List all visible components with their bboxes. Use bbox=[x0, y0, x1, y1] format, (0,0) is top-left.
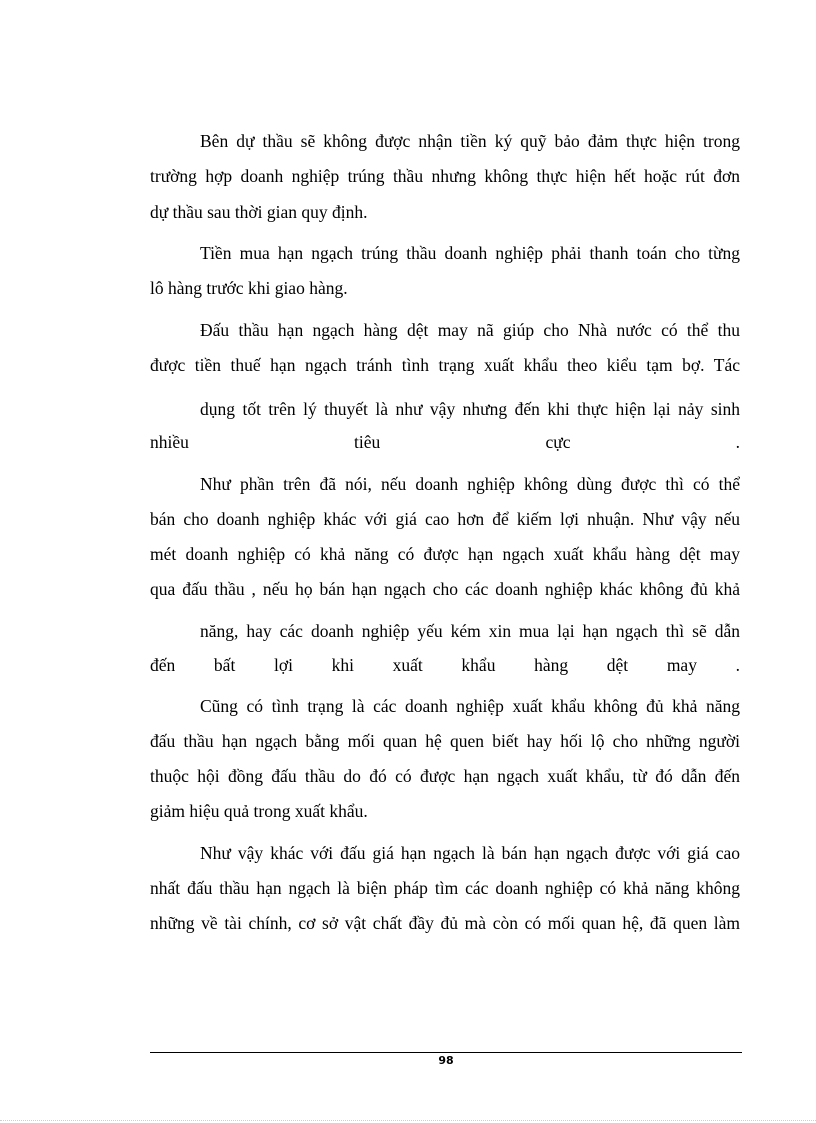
text-line: bán cho doanh nghiệp khác với giá cao hơn để kiếm lợi nhuận. Như vậy nếu bbox=[150, 509, 740, 529]
text-line: lô hàng trước khi giao hàng. bbox=[150, 278, 348, 298]
text-line: Như vậy khác với đấu giá hạn ngạch là bán hạn ngạch được với giá cao bbox=[200, 843, 740, 863]
text-line: Đấu thầu hạn ngạch hàng dệt may nã giúp cho Nhà nước có thể thu bbox=[200, 320, 740, 340]
page-bottom-border bbox=[0, 1120, 816, 1121]
text-line: giảm hiệu quả trong xuất khẩu. bbox=[150, 801, 368, 821]
text-line: năng, hay các doanh nghiệp yếu kém xin mua lại hạn ngạch thì sẽ dẫn bbox=[200, 621, 740, 641]
text-line: những về tài chính, cơ sở vật chất đầy đủ mà còn có mối quan hệ, đã quen làm bbox=[150, 913, 740, 933]
text-line: qua đấu thầu , nếu họ bán hạn ngạch cho các doanh nghiệp khác không đủ khả bbox=[150, 579, 740, 599]
text-line: Cũng có tình trạng là các doanh nghiệp xuất khẩu không đủ khả năng bbox=[200, 696, 740, 716]
text-line: trường hợp doanh nghiệp trúng thầu nhưng không thực hiện hết hoặc rút đơn bbox=[150, 166, 740, 186]
text-line: nhiều tiêu cực . bbox=[150, 432, 740, 452]
text-line: Bên dự thầu sẽ không được nhận tiền ký quỹ bảo đảm thực hiện trong bbox=[200, 131, 740, 151]
text-line: được tiền thuế hạn ngạch tránh tình trạng xuất khẩu theo kiểu tạm bợ. Tác bbox=[150, 355, 740, 375]
text-line: đấu thầu hạn ngạch bằng mối quan hệ quen biết hay hối lộ cho những người bbox=[150, 731, 740, 751]
text-line: dự thầu sau thời gian quy định. bbox=[150, 202, 368, 222]
text-line: mét doanh nghiệp có khả năng có được hạn ngạch xuất khẩu hàng dệt may bbox=[150, 544, 740, 564]
footer-divider bbox=[150, 1052, 742, 1053]
text-line: Như phần trên đã nói, nếu doanh nghiệp không dùng được thì có thể bbox=[200, 474, 740, 494]
page-number: 98 bbox=[438, 1054, 454, 1067]
text-line: dụng tốt trên lý thuyết là như vậy nhưng đến khi thực hiện lại nảy sinh bbox=[200, 399, 740, 419]
text-line: đến bất lợi khi xuất khẩu hàng dệt may . bbox=[150, 655, 740, 675]
text-line: thuộc hội đồng đấu thầu do đó có được hạn ngạch xuất khẩu, từ đó dẫn đến bbox=[150, 766, 740, 786]
text-line: Tiền mua hạn ngạch trúng thầu doanh nghiệp phải thanh toán cho từng bbox=[200, 243, 740, 263]
text-line: nhất đấu thầu hạn ngạch là biện pháp tìm các doanh nghiệp có khả năng không bbox=[150, 878, 740, 898]
